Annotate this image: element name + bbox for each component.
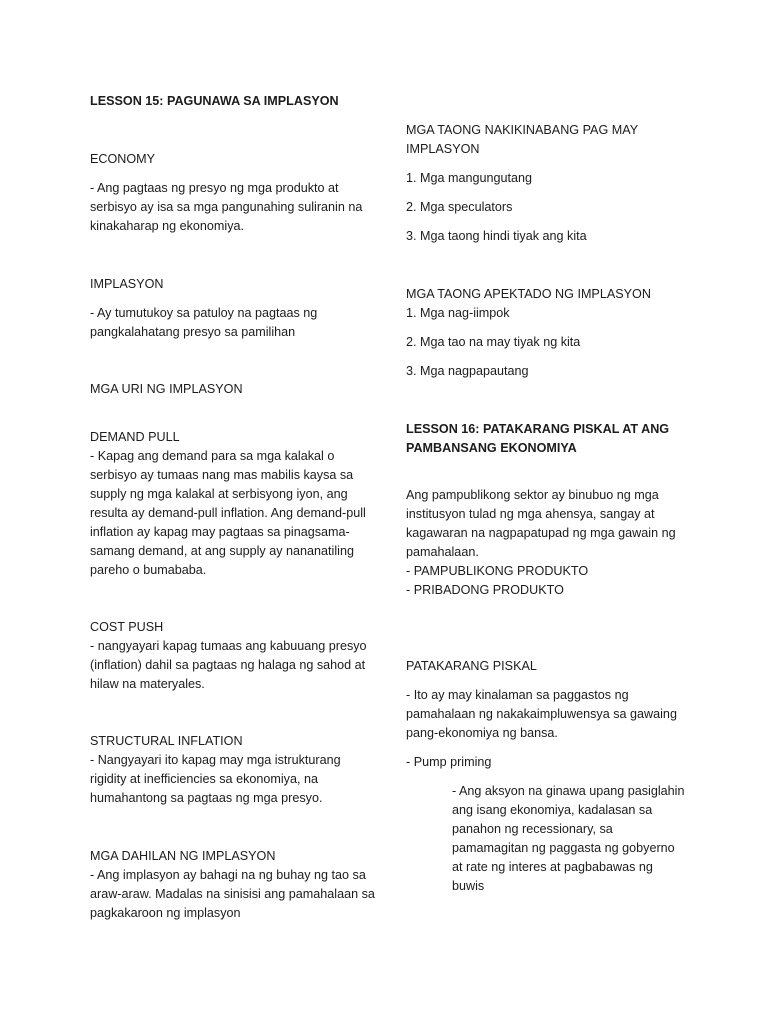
dahilan-text: - Ang implasyon ay bahagi na ng buhay ng tao sa araw-araw. Madalas na sinisisi ang pamahalaan sa pagkakaroon ng implasyon <box>90 868 375 920</box>
dahilan-heading: MGA DAHILAN NG IMPLASYON <box>90 849 276 863</box>
demand-pull-text: - Kapag ang demand para sa mga kalakal o serbisyo ay tumaas nang mas mabilis kaysa sa supply ng mga kalakal at serbisyong iyon, ang resulta ay demand-pull inflation. Ang demand-pull inflation ay kapag may pagtaas sa pinagsama-samang demand, at ang supply ay nananatiling pareho o bumababa. <box>90 449 366 577</box>
cost-push-text: - nangyayari kapag tumaas ang kabuuang presyo (inflation) dahil sa pagtaas ng halaga ng sahod at hilaw na materyales. <box>90 639 367 691</box>
pump-priming-definition: - Ang aksyon na ginawa upang pasiglahin ang isang ekonomiya, kadalasan sa panahon ng recessionary, sa pamamagitan ng paggasta ng gobyerno at rate ng interes at pagbabawas ng buwis <box>452 784 685 893</box>
list-item: - PRIBADONG PRODUKTO <box>406 583 564 597</box>
cost-push-heading: COST PUSH <box>90 620 164 634</box>
demand-pull-heading: DEMAND PULL <box>90 430 180 444</box>
economy-text: - Ang pagtaas ng presyo ng mga produkto at serbisyo ay isa sa mga pangunahing suliranin na kinakaharap ng ekonomiya. <box>90 181 363 233</box>
uri-heading: MGA URI NG IMPLASYON <box>90 382 243 396</box>
implasyon-text: - Ay tumutukoy sa patuloy na pagtaas ng pangkalahatang presyo sa pamilihan <box>90 306 318 339</box>
pampublikong-text: Ang pampublikong sektor ay binubuo ng mga institusyon tulad ng mga ahensya, sangay at kagawaran na nagpapatupad ng mga gawain ng pamahalaan. <box>406 488 676 559</box>
lesson-16-title: LESSON 16: PATAKARANG PISKAL AT ANG PAMBANSANG EKONOMIYA <box>406 422 670 455</box>
lesson-15-title: LESSON 15: PAGUNAWA SA IMPLASYON <box>90 94 339 108</box>
structural-heading: STRUCTURAL INFLATION <box>90 734 243 748</box>
list-item: 3. Mga taong hindi tiyak ang kita <box>406 229 587 243</box>
structural-text: - Nangyayari ito kapag may mga istrukturang rigidity at inefficiencies sa ekonomiya, na humahantong sa pagtaas ng mga presyo. <box>90 753 341 805</box>
list-item: - PAMPUBLIKONG PRODUKTO <box>406 564 589 578</box>
pump-priming-label: - Pump priming <box>406 755 492 769</box>
piskal-heading: PATAKARANG PISKAL <box>406 659 537 673</box>
list-item: 2. Mga tao na may tiyak ng kita <box>406 335 581 349</box>
list-item: 1. Mga nag-iimpok <box>406 306 510 320</box>
implasyon-heading: IMPLASYON <box>90 277 164 291</box>
nakikinabang-heading: MGA TAONG NAKIKINABANG PAG MAY IMPLASYON <box>406 123 638 156</box>
list-item: 1. Mga mangungutang <box>406 171 533 185</box>
list-item: 2. Mga speculators <box>406 200 513 214</box>
economy-heading: ECONOMY <box>90 152 156 166</box>
list-item: 3. Mga nagpapautang <box>406 364 529 378</box>
piskal-text: - Ito ay may kinalaman sa paggastos ng pamahalaan ng nakakaimpluwensya sa gawaing pang-ekonomiya ng bansa. <box>406 688 677 740</box>
apektado-heading: MGA TAONG APEKTADO NG IMPLASYON <box>406 287 651 301</box>
